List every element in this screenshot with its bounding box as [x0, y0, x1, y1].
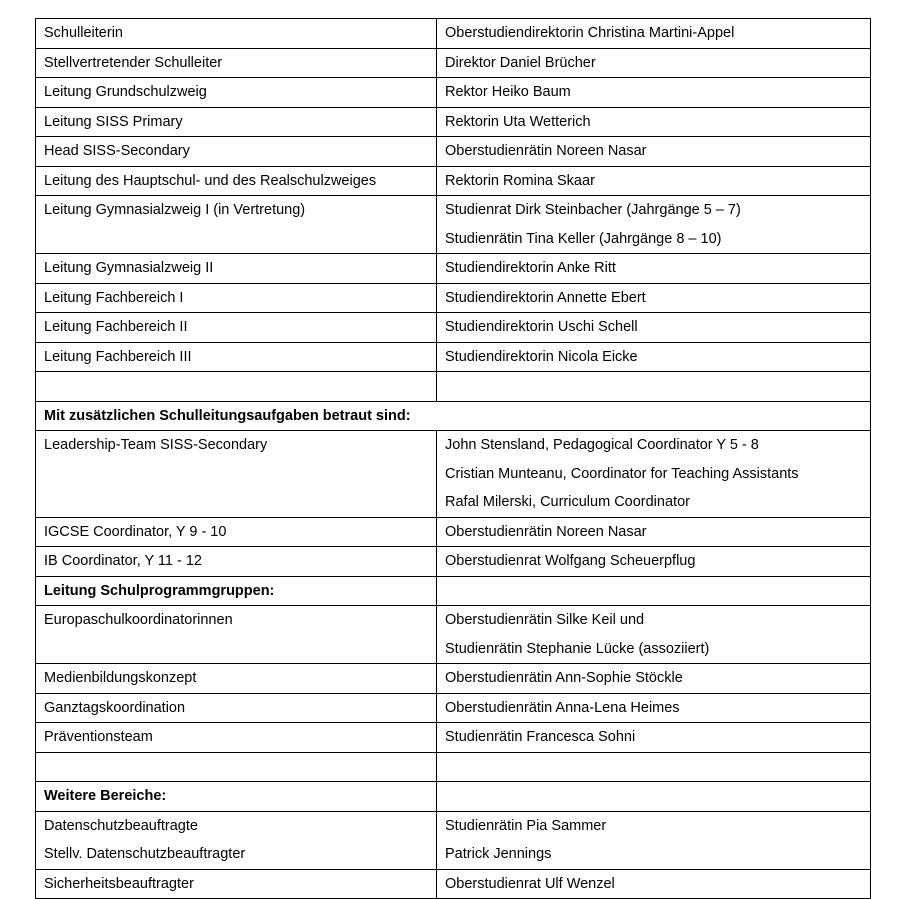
person-cell: [437, 283, 871, 313]
role-cell: [36, 313, 437, 343]
section-heading: [36, 782, 437, 812]
person-name: John Stensland, Pedagogical Coordinator Y 5 - 8: [445, 437, 759, 453]
role-cell: [36, 78, 437, 108]
person-name: Rektor Heiko Baum: [445, 84, 571, 100]
role-cell: [36, 342, 437, 372]
person-name: Oberstudienrätin Anna-Lena Heimes: [445, 699, 680, 716]
section-heading-text: Mit zusätzlichen Schulleitungsaufgaben betraut sind:: [44, 407, 411, 424]
role-cell: [36, 606, 437, 664]
role-label: Leitung Fachbereich I: [44, 289, 184, 306]
person-cell: [437, 547, 871, 577]
role-label: IGCSE Coordinator, Y 9 - 10: [44, 523, 227, 540]
role-cell: [36, 811, 437, 869]
person-cell: [437, 254, 871, 284]
role-label: Präventionsteam: [44, 729, 153, 745]
role-label: Leitung des Hauptschul- und des Realschulzweiges: [44, 172, 377, 189]
table-row: [36, 342, 871, 372]
person-name: Studiendirektorin Uschi Schell: [445, 319, 638, 335]
person-cell: [437, 372, 871, 402]
role-cell: [36, 19, 437, 49]
role-label: Leitung Grundschulzweig: [44, 84, 207, 100]
role-cell: [36, 664, 437, 694]
person-name: Rektorin Romina Skaar: [445, 172, 595, 189]
role-cell: [36, 196, 437, 254]
person-name: Studienrätin Francesca Sohni: [445, 729, 636, 745]
table-row: [36, 313, 871, 343]
table-row: [36, 166, 871, 196]
table-row: [36, 19, 871, 49]
role-label: Leitung Fachbereich II: [44, 319, 188, 335]
table-row: [36, 48, 871, 78]
person-cell: [437, 196, 871, 254]
empty-row: [36, 752, 871, 782]
role-cell: [36, 431, 437, 518]
table-row: [36, 78, 871, 108]
table-row: [36, 283, 871, 313]
person-cell: [437, 664, 871, 694]
section-heading: [36, 401, 871, 431]
table-row: [36, 431, 871, 518]
person-name: Rektorin Uta Wetterich: [445, 113, 591, 130]
person-name: Studienrätin Stephanie Lücke (assoziiert): [445, 640, 710, 657]
person-name: Oberstudienrätin Noreen Nasar: [445, 143, 647, 159]
table-row: [36, 782, 871, 812]
role-label: Medienbildungskonzept: [44, 670, 197, 686]
role-label: IB Coordinator, Y 11 - 12: [44, 553, 202, 569]
role-cell: [36, 254, 437, 284]
person-cell: [437, 431, 871, 518]
role-label: Europaschulkoordinatorinnen: [44, 612, 233, 628]
person-cell: [437, 19, 871, 49]
role-cell: [36, 693, 437, 723]
person-name: Studienrätin Tina Keller (Jahrgänge 8 – 10): [445, 230, 722, 247]
role-label: Datenschutzbeauftragte: [44, 817, 198, 834]
table-row: [36, 869, 871, 899]
table-row: [36, 196, 871, 254]
table-row: [36, 137, 871, 167]
role-label: Sicherheitsbeauftragter: [44, 875, 194, 892]
person-name: Oberstudiendirektorin Christina Martini-Appel: [445, 25, 735, 41]
person-cell: [437, 107, 871, 137]
person-cell: [437, 606, 871, 664]
person-name: Studiendirektorin Anke Ritt: [445, 260, 616, 276]
role-label: Leitung Fachbereich III: [44, 348, 192, 365]
person-cell: [437, 137, 871, 167]
person-name: Oberstudienrätin Noreen Nasar: [445, 523, 647, 540]
person-name: Cristian Munteanu, Coordinator for Teaching Assistants: [445, 465, 799, 482]
person-cell: [437, 313, 871, 343]
person-name: Oberstudienrätin Silke Keil und: [445, 612, 645, 628]
person-name: Studiendirektorin Annette Ebert: [445, 289, 646, 306]
table-row: [36, 723, 871, 753]
person-cell: [437, 342, 871, 372]
table-row: [36, 693, 871, 723]
empty-row: [36, 372, 871, 402]
role-label: Leitung Gymnasialzweig II: [44, 260, 214, 276]
person-cell: [437, 78, 871, 108]
role-label: Ganztagskoordination: [44, 699, 186, 716]
table-row: [36, 576, 871, 606]
section-heading-text: Weitere Bereiche:: [44, 788, 167, 804]
person-cell: [437, 693, 871, 723]
role-cell: [36, 372, 437, 402]
person-name: Oberstudienrat Ulf Wenzel: [445, 875, 615, 892]
role-label: Stellvertretender Schulleiter: [44, 54, 223, 71]
person-name: Direktor Daniel Brücher: [445, 54, 596, 71]
role-cell: [36, 283, 437, 313]
person-name: Oberstudienrat Wolfgang Scheuerpflug: [445, 553, 696, 569]
section-heading-text: Leitung Schulprogrammgruppen:: [44, 582, 275, 599]
role-cell: [36, 547, 437, 577]
person-cell: [437, 782, 871, 812]
role-label: Stellv. Datenschutzbeauftragter: [44, 846, 246, 862]
role-cell: [36, 107, 437, 137]
person-name: Rafal Milerski, Curriculum Coordinator: [445, 494, 690, 510]
role-label: Schulleiterin: [44, 25, 123, 41]
table-row: [36, 606, 871, 664]
table-row: [36, 664, 871, 694]
person-name: Oberstudienrätin Ann-Sophie Stöckle: [445, 670, 683, 686]
table-row: [36, 254, 871, 284]
person-name: Studiendirektorin Nicola Eicke: [445, 348, 638, 365]
section-heading: [36, 576, 437, 606]
role-cell: [36, 723, 437, 753]
role-label: Leitung Gymnasialzweig I (in Vertretung): [44, 202, 306, 218]
table-row: [36, 401, 871, 431]
role-cell: [36, 517, 437, 547]
role-cell: [36, 166, 437, 196]
role-label: Leitung SISS Primary: [44, 113, 183, 130]
person-name: Studienrätin Pia Sammer: [445, 817, 607, 834]
person-cell: [437, 869, 871, 899]
role-label: Leadership-Team SISS-Secondary: [44, 437, 268, 453]
person-cell: [437, 576, 871, 606]
person-cell: [437, 48, 871, 78]
table-row: [36, 517, 871, 547]
person-cell: [437, 517, 871, 547]
role-cell: [36, 137, 437, 167]
person-cell: [437, 166, 871, 196]
person-cell: [437, 811, 871, 869]
role-cell: [36, 48, 437, 78]
staff-table: [35, 18, 871, 899]
table-row: [36, 547, 871, 577]
table-row: [36, 107, 871, 137]
table-row: [36, 811, 871, 869]
role-cell: [36, 752, 437, 782]
staff-table-body: [36, 19, 871, 899]
person-cell: [437, 723, 871, 753]
person-name: Patrick Jennings: [445, 846, 552, 862]
role-label: Head SISS-Secondary: [44, 143, 190, 159]
person-name: Studienrat Dirk Steinbacher (Jahrgänge 5 – 7): [445, 202, 741, 218]
role-cell: [36, 869, 437, 899]
person-cell: [437, 752, 871, 782]
